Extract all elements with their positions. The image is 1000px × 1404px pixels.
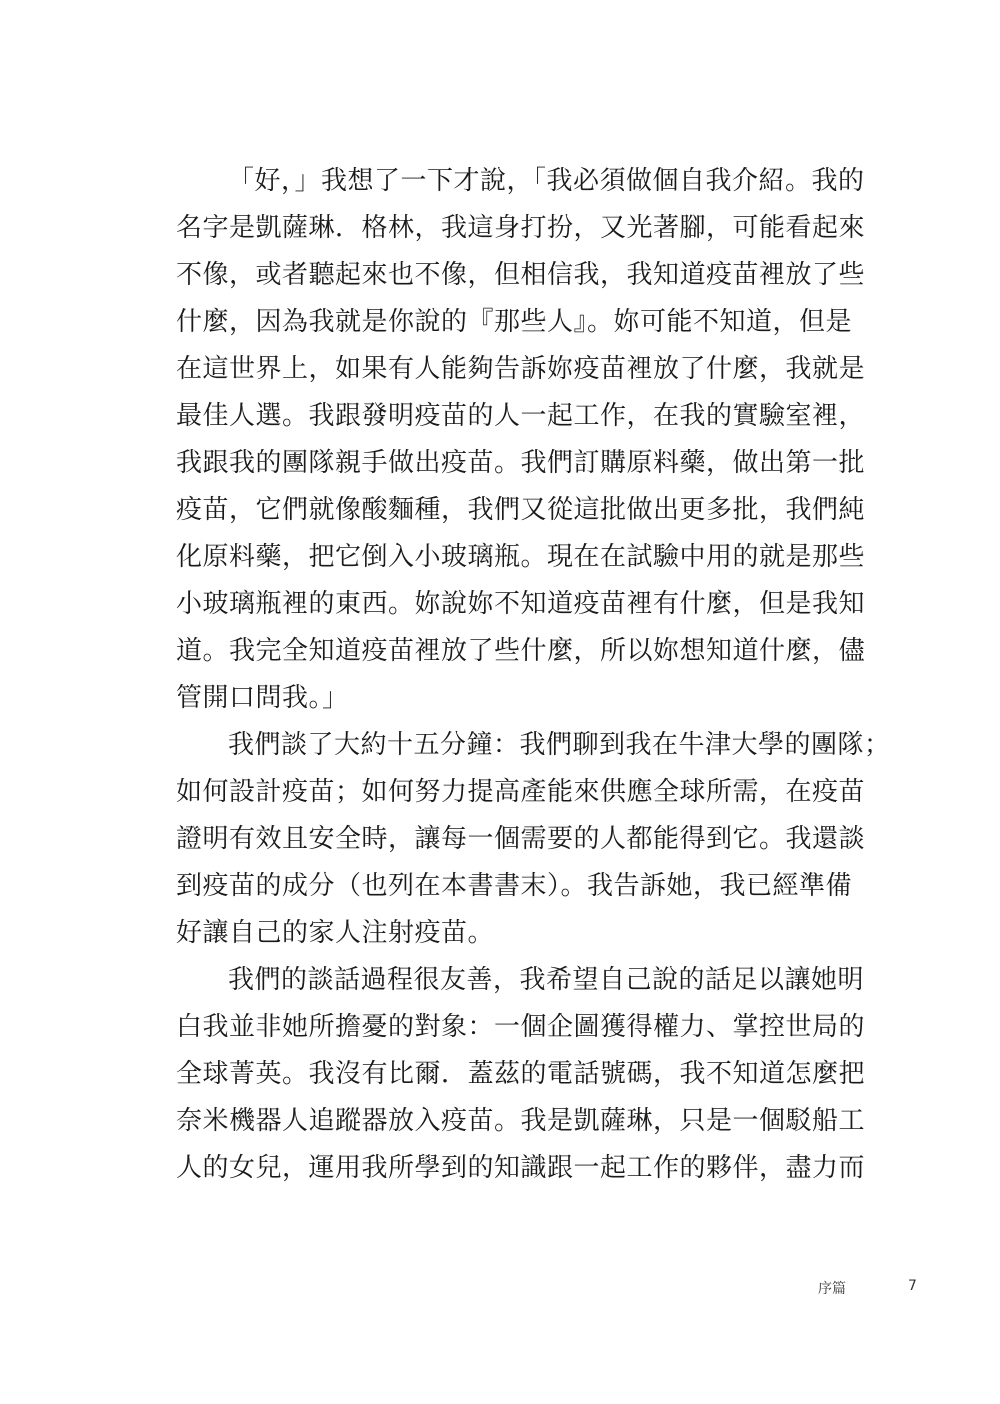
- text-line: 我們談了大約十五分鐘：我們聊到我在牛津大學的團隊；: [228, 730, 891, 760]
- text-line: 不像，或者聽起來也不像，但相信我，我知道疫苗裡放了些: [176, 260, 866, 290]
- text-line: 道。我完全知道疫苗裡放了些什麼，所以妳想知道什麼，儘: [176, 636, 866, 666]
- text-line: 管開口問我。」: [176, 683, 349, 713]
- text-line: 疫苗，它們就像酸麵種，我們又從這批做出更多批，我們純: [176, 495, 866, 525]
- text-line: 最佳人選。我跟發明疫苗的人一起工作，在我的實驗室裡，: [176, 401, 866, 431]
- page-body: [176, 158, 891, 1192]
- text-line: 名字是凱薩琳．格林，我這身打扮，又光著腳，可能看起來: [176, 213, 866, 243]
- text-line: 全球菁英。我沒有比爾．蓋茲的電話號碼，我不知道怎麼把: [176, 1059, 866, 1089]
- text-line: 證明有效且安全時，讓每一個需要的人都能得到它。我還談: [176, 824, 866, 854]
- page-number: 7: [908, 1278, 917, 1294]
- page-footer: [0, 1278, 1000, 1302]
- paragraph-1: [176, 158, 866, 722]
- text-line: 小玻璃瓶裡的東西。妳說妳不知道疫苗裡有什麼，但是我知: [176, 589, 866, 619]
- text-line: 「好，」我想了一下才說，「我必須做個自我介紹。我的: [228, 166, 865, 196]
- paragraph-3: [176, 957, 866, 1192]
- text-line: 人的女兒，運用我所學到的知識跟一起工作的夥伴，盡力而: [176, 1153, 866, 1183]
- text-line: 我們的談話過程很友善，我希望自己說的話足以讓她明: [228, 965, 865, 995]
- text-line: 好讓自己的家人注射疫苗。: [176, 918, 495, 948]
- text-line: 什麼，因為我就是你說的『那些人』。妳可能不知道，但是: [176, 307, 853, 337]
- text-line: 在這世界上，如果有人能夠告訴妳疫苗裡放了什麼，我就是: [176, 354, 866, 384]
- text-line: 如何設計疫苗；如何努力提高產能來供應全球所需，在疫苗: [176, 777, 866, 807]
- text-line: 化原料藥，把它倒入小玻璃瓶。現在在試驗中用的就是那些: [176, 542, 866, 572]
- text-line: 白我並非她所擔憂的對象：一個企圖獲得權力、掌控世局的: [176, 1012, 866, 1042]
- paragraph-2: [176, 722, 891, 957]
- text-line: 奈米機器人追蹤器放入疫苗。我是凱薩琳，只是一個駁船工: [176, 1106, 866, 1136]
- text-line: 我跟我的團隊親手做出疫苗。我們訂購原料藥，做出第一批: [176, 448, 866, 478]
- text-line: 到疫苗的成分（也列在本書書末）。我告訴她，我已經準備: [176, 871, 853, 901]
- section-title: 序篇: [818, 1281, 846, 1297]
